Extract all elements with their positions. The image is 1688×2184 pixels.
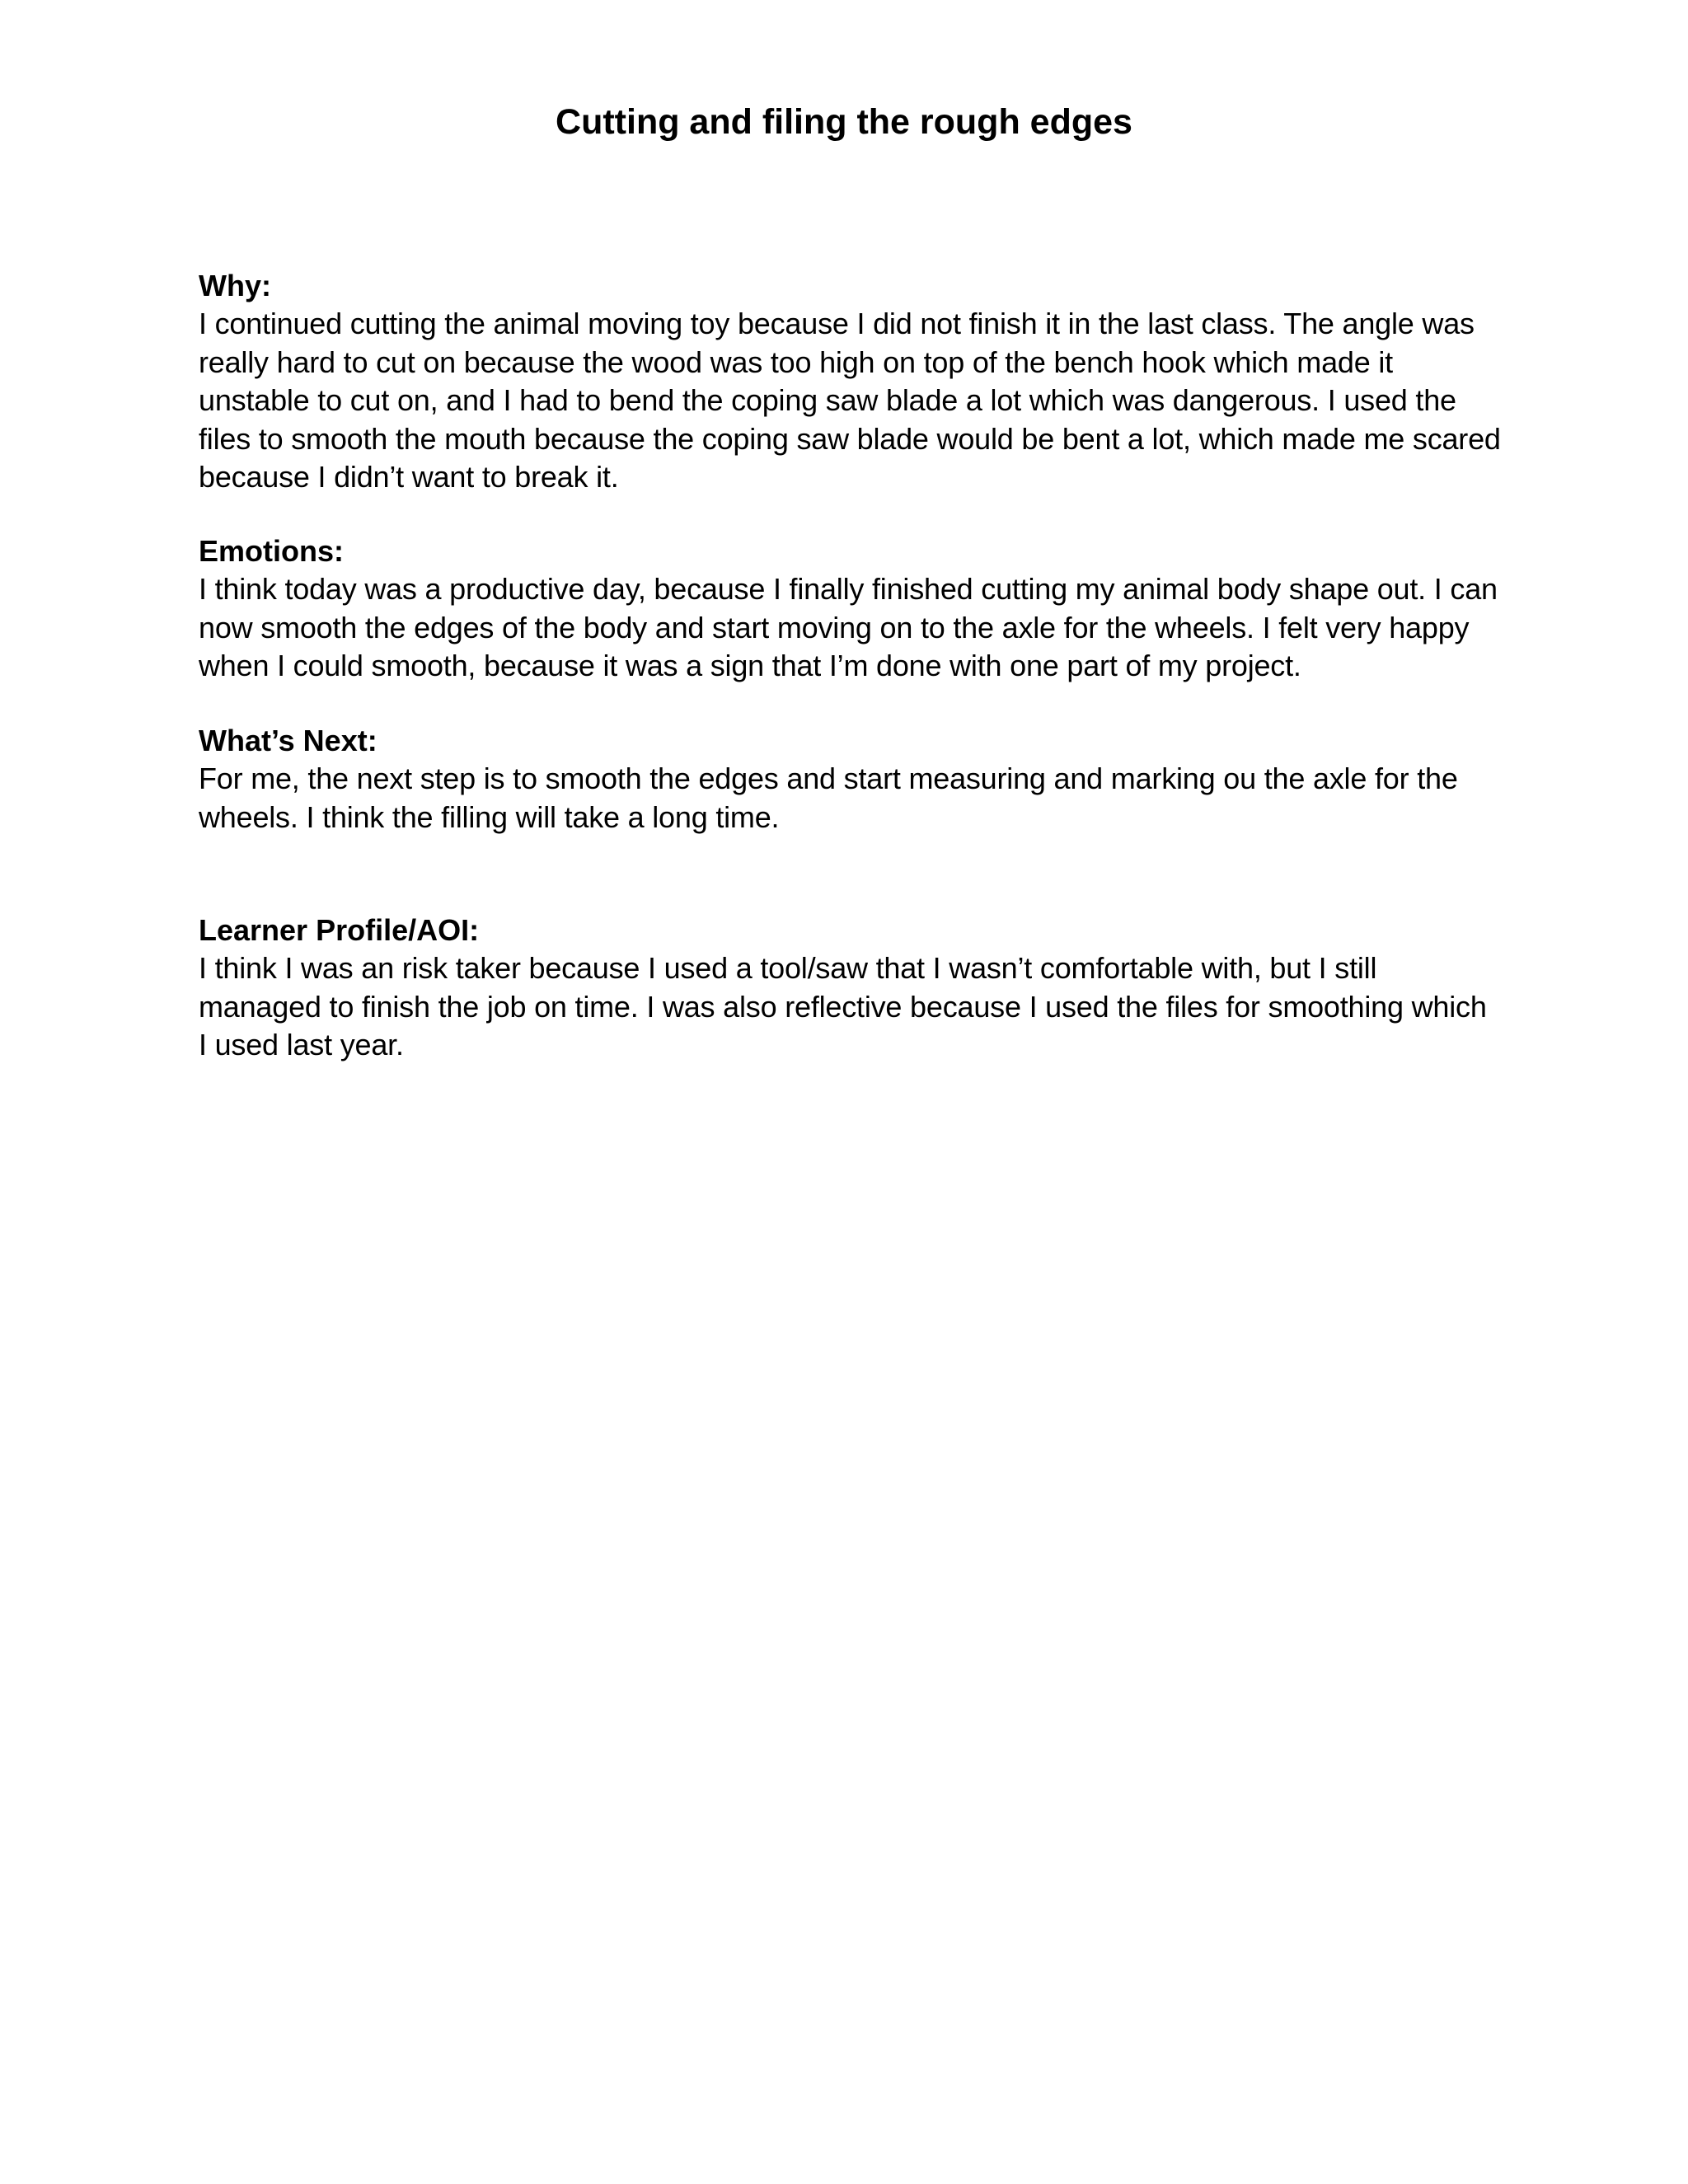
- section-body-whats-next: For me, the next step is to smooth the edges and start measuring and marking ou the axle for the wheels. I think the filling will take a long time.: [199, 762, 1458, 834]
- section-heading-emotions: Emotions:: [199, 534, 344, 568]
- section-why: [199, 267, 1501, 497]
- section-heading-whats-next: What’s Next:: [199, 724, 377, 757]
- section-emotions: [199, 532, 1501, 686]
- section-heading-learner-profile: Learner Profile/AOI:: [199, 913, 480, 947]
- section-body-emotions: I think today was a productive day, because I finally finished cutting my animal body shape out. I can now smooth the edges of the body and start moving on to the axle for the wheels. I felt very happy when I could smooth, because it was a sign that I’m done with one part of my project.: [199, 572, 1498, 682]
- section-heading-why: Why:: [199, 269, 271, 302]
- section-whats-next: [199, 722, 1501, 837]
- section-body-why: I continued cutting the animal moving toy because I did not finish it in the last class. The angle was really hard to cut on because the wood was too high on top of the bench hook which made it unstable to cut on, and I had to bend the coping saw blade a lot which was dangerous. I used the files to smooth the mouth because the coping saw blade would be bent a lot, which made me scared because I didn’t want to break it.: [199, 307, 1501, 494]
- section-body-learner-profile: I think I was an risk taker because I used a tool/saw that I wasn’t comfortable with, but I still managed to finish the job on time. I was also reflective because I used the files for smoothing which I used last year.: [199, 951, 1487, 1062]
- document-title: Cutting and filing the rough edges: [556, 102, 1132, 142]
- section-learner-profile: [199, 912, 1501, 1065]
